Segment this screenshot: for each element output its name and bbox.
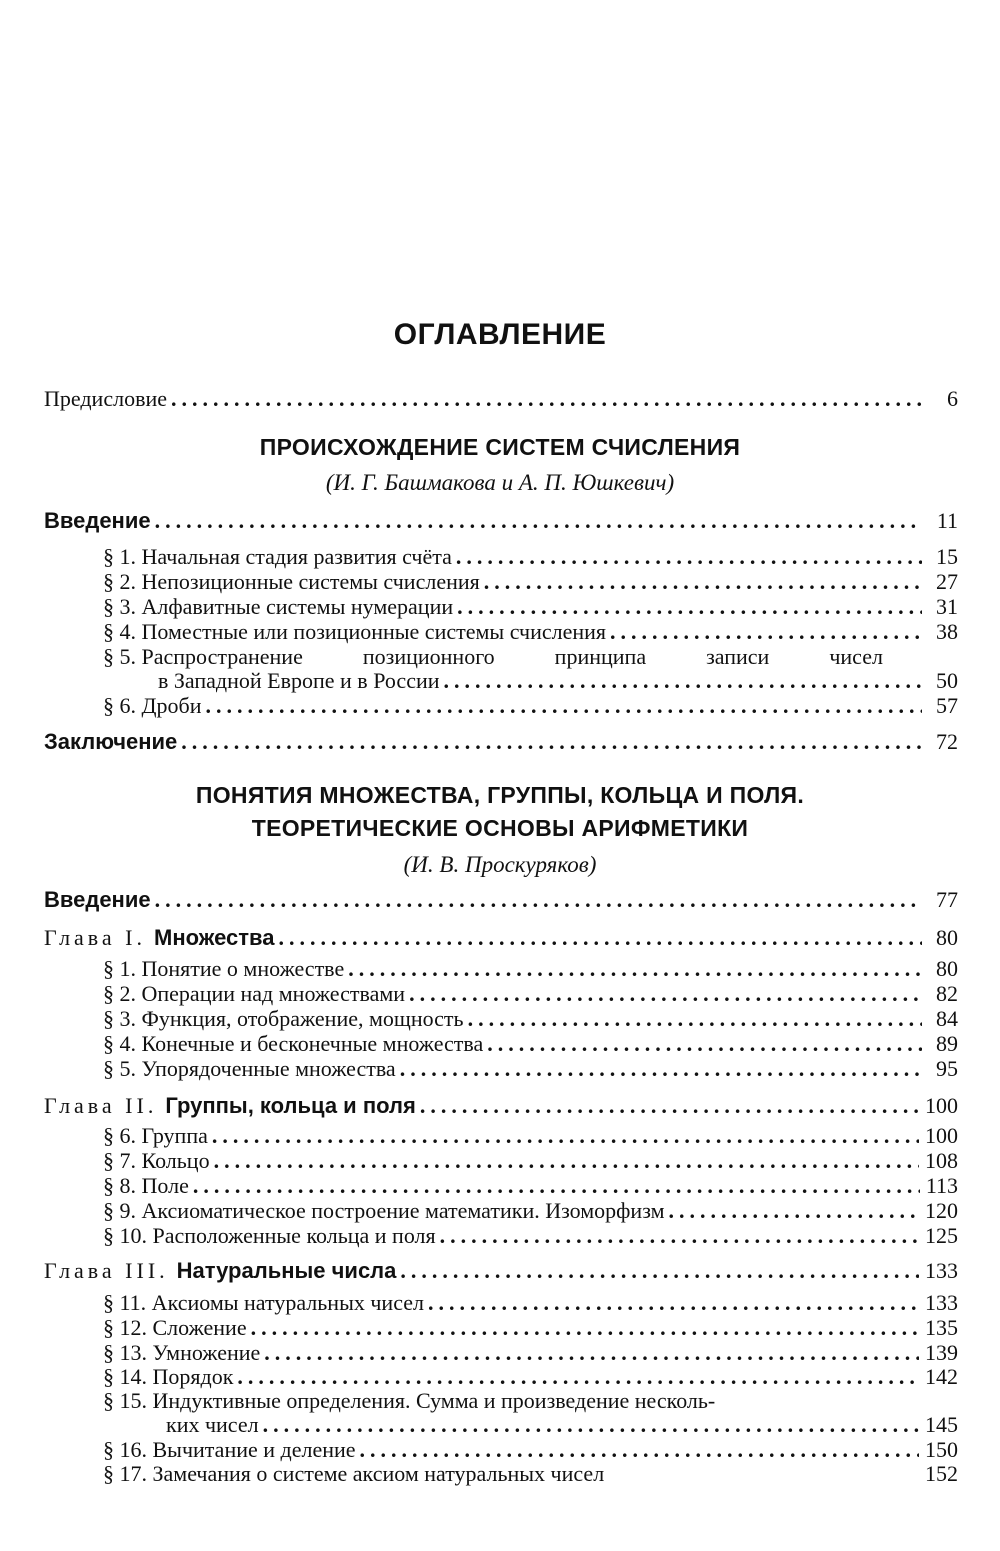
toc-section (103, 619, 958, 645)
leader-dots (360, 1437, 919, 1463)
toc-entry-page: 145 (925, 1412, 958, 1437)
toc-section-s15-line1: § 15. Индуктивные определения. Сумма и произведение несколь- (103, 1388, 716, 1413)
toc-entry-label: Введение (44, 887, 151, 912)
part-title: ПОНЯТИЯ МНОЖЕСТВА, ГРУППЫ, КОЛЬЦА И ПОЛЯ. (195, 782, 805, 808)
toc-section (103, 981, 958, 1007)
chapter-prefix: Глава II. (44, 1093, 158, 1118)
leader-dots (348, 956, 922, 982)
toc-entry-preface (44, 386, 958, 412)
toc-section (103, 693, 958, 719)
leader-dots (440, 1223, 919, 1249)
toc-entry-page: 120 (925, 1198, 958, 1223)
toc-entry-page: 150 (925, 1437, 958, 1462)
toc-entry-label: § 1. Начальная стадия развития счёта (103, 544, 452, 569)
toc-entry-intro (44, 887, 958, 913)
toc-entry-label: Заключение (44, 729, 178, 754)
toc-entry-label: ких чисел (166, 1412, 259, 1437)
toc-entry-page: 133 (925, 1258, 958, 1283)
leader-dots (212, 1123, 919, 1149)
toc-word: принципа (554, 644, 647, 669)
leader-dots (155, 508, 922, 534)
chapter-name: Натуральные числа (176, 1258, 397, 1283)
toc-entry-label: § 6. Дроби (103, 693, 202, 718)
toc-section-s5-line2 (158, 668, 958, 694)
leader-dots (468, 1006, 922, 1032)
leader-dots (205, 693, 922, 719)
leader-dots (610, 619, 922, 645)
toc-entry-page: 95 (936, 1056, 958, 1081)
toc-section (103, 1056, 958, 1082)
toc-section (103, 1148, 958, 1174)
leader-dots (155, 887, 922, 913)
leader-dots (487, 1031, 922, 1057)
leader-dots (193, 1173, 920, 1199)
toc-entry-label: § 13. Умножение (103, 1340, 261, 1365)
toc-section-s5-line1 (103, 644, 883, 670)
toc-entry-page: 133 (925, 1290, 958, 1315)
toc-section (103, 1173, 958, 1199)
leader-dots (428, 1290, 919, 1316)
toc-entry-page: 6 (947, 386, 958, 411)
chapter-name: Группы, кольца и поля (165, 1093, 416, 1118)
chapter-prefix: Глава I. (44, 925, 146, 950)
toc-word: позиционного (362, 644, 495, 669)
toc-entry-page: 27 (936, 569, 958, 594)
leader-dots (279, 925, 923, 951)
toc-entry-page: 108 (925, 1148, 958, 1173)
toc-entry-label: § 2. Непозиционные системы счисления (103, 569, 480, 594)
toc-entry-label: § 4. Поместные или позиционные системы счисления (103, 619, 607, 644)
leader-dots (263, 1412, 919, 1438)
toc-entry-page: 84 (936, 1006, 958, 1031)
leader-dots (264, 1340, 919, 1366)
toc-entry-intro (44, 508, 958, 534)
toc-entry-label: § 8. Поле (103, 1173, 189, 1198)
toc-entry-label: § 10. Расположенные кольца и поля (103, 1223, 436, 1248)
toc-chapter (44, 1258, 958, 1284)
toc-section (103, 569, 958, 595)
toc-entry-label: § 9. Аксиоматическое построение математики. Изоморфизм (103, 1198, 665, 1223)
toc-chapter (44, 1093, 958, 1119)
toc-entry-label: § 6. Группа (103, 1123, 208, 1148)
toc-entry-page: 50 (936, 668, 958, 693)
toc-section (103, 1006, 958, 1032)
toc-section (103, 544, 958, 570)
toc-entry-label: § 3. Функция, отображение, мощность (103, 1006, 464, 1031)
toc-section (103, 1340, 958, 1366)
toc-entry-label: § 12. Сложение (103, 1315, 247, 1340)
part-title: ТЕОРЕТИЧЕСКИЕ ОСНОВЫ АРИФМЕТИКИ (251, 815, 749, 841)
leader-dots (420, 1093, 919, 1119)
toc-section (103, 1198, 958, 1224)
toc-word: чисел (829, 644, 883, 669)
part-authors: (И. В. Проскуряков) (403, 852, 597, 877)
leader-dots (181, 729, 922, 755)
toc-word: записи (706, 644, 770, 669)
toc-entry-page: 11 (936, 508, 958, 533)
page-title: ОГЛАВЛЕНИЕ (393, 318, 607, 351)
chapter-prefix: Глава III. (44, 1258, 169, 1283)
toc-entry-label: § 17. Замечания о системе аксиом натуральных чисел (103, 1461, 605, 1486)
toc-section (103, 1315, 958, 1341)
toc-entry-label: § 16. Вычитание и деление (103, 1437, 356, 1462)
toc-entry-label: § 3. Алфавитные системы нумерации (103, 594, 454, 619)
toc-section (103, 956, 958, 982)
leader-dots (251, 1315, 919, 1341)
toc-entry-page: 142 (925, 1364, 958, 1389)
toc-entry-label: § 2. Операции над множествами (103, 981, 406, 1006)
leader-dots (171, 386, 922, 412)
toc-entry-page: 152 (925, 1461, 958, 1486)
toc-entry-page: 72 (936, 729, 958, 754)
leader-dots (444, 668, 923, 694)
toc-entry-page: 113 (925, 1173, 958, 1198)
toc-section (103, 1123, 958, 1149)
leader-dots (457, 594, 922, 620)
toc-entry-label: Предисловие (44, 386, 167, 411)
leader-dots (484, 569, 922, 595)
part-authors: (И. Г. Башмакова и А. П. Юшкевич) (325, 470, 675, 495)
toc-entry-page: 135 (925, 1315, 958, 1340)
toc-entry-page: 80 (936, 956, 958, 981)
toc-entry-label: § 5. Упорядоченные множества (103, 1056, 396, 1081)
part-title: ПРОИСХОЖДЕНИЕ СИСТЕМ СЧИСЛЕНИЯ (259, 434, 741, 460)
toc-entry-page: 125 (925, 1223, 958, 1248)
toc-entry-label: в Западной Европе и в России (158, 668, 440, 693)
toc-section-s15-line2 (166, 1412, 958, 1438)
toc-entry-label: § 14. Порядок (103, 1364, 234, 1389)
toc-section (103, 1223, 958, 1249)
leader-dots (669, 1198, 919, 1224)
chapter-name: Множества (154, 925, 275, 950)
leader-dots (214, 1148, 919, 1174)
toc-entry-page: 57 (936, 693, 958, 718)
toc-entry-page: 38 (936, 619, 958, 644)
toc-entry-label: § 7. Кольцо (103, 1148, 210, 1173)
toc-entry-page: 89 (936, 1031, 958, 1056)
toc-entry-page: 139 (925, 1340, 958, 1365)
toc-entry-label: Введение (44, 508, 151, 533)
toc-entry-label: § 1. Понятие о множестве (103, 956, 345, 981)
toc-entry-page: 100 (925, 1093, 958, 1118)
toc-entry-label: § 11. Аксиомы натуральных чисел (103, 1290, 424, 1315)
toc-entry-page: 82 (936, 981, 958, 1006)
toc-section (103, 1437, 958, 1463)
leader-dots (456, 544, 922, 570)
toc-word: § 5. Распространение (103, 644, 303, 669)
toc-section (103, 1364, 958, 1390)
toc-section (103, 1290, 958, 1316)
leader-dots (409, 981, 922, 1007)
toc-entry-page: 80 (936, 925, 958, 950)
toc-section (103, 1461, 958, 1487)
toc-entry-label: § 4. Конечные и бесконечные множества (103, 1031, 484, 1056)
toc-entry-page: 77 (936, 887, 958, 912)
leader-dots (237, 1364, 919, 1390)
toc-entry-page: 100 (925, 1123, 958, 1148)
toc-chapter (44, 925, 958, 951)
toc-entry-page: 15 (936, 544, 958, 569)
leader-dots (400, 1056, 922, 1082)
toc-entry-conclusion (44, 729, 958, 755)
toc-section (103, 594, 958, 620)
leader-dots (400, 1258, 919, 1284)
toc-section (103, 1031, 958, 1057)
toc-entry-page: 31 (936, 594, 958, 619)
